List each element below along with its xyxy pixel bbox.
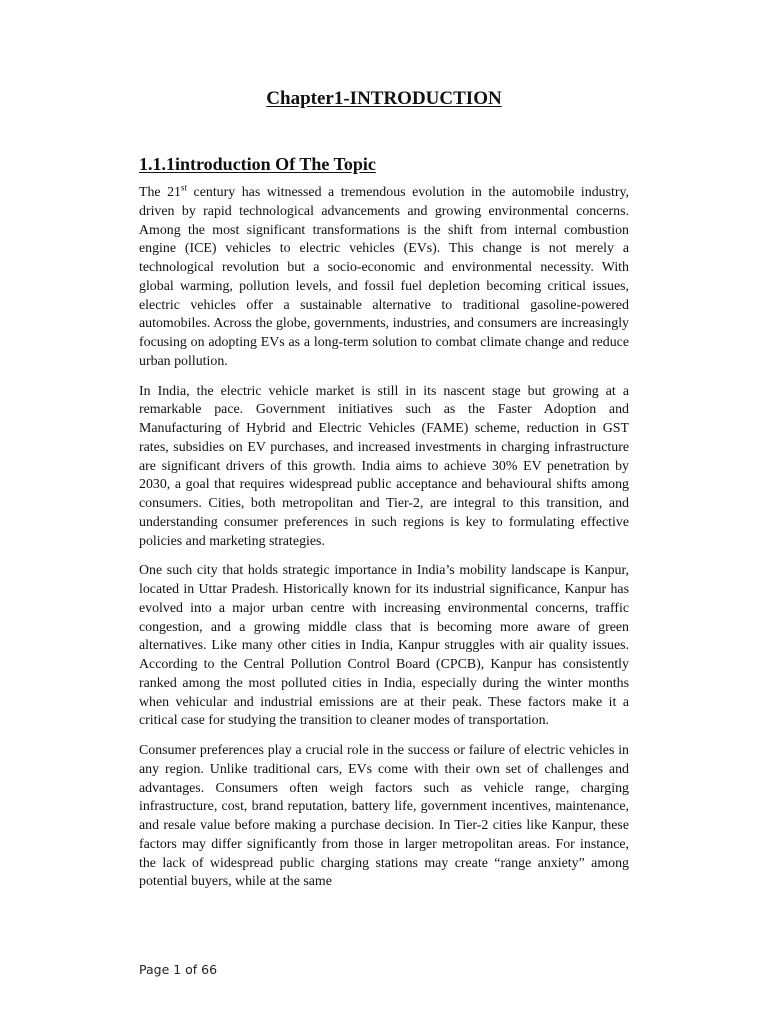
paragraph-3: One such city that holds strategic importance in India’s mobility landscape is Kanpur, located in Uttar Pradesh. Historically known for its industrial significance, Kanpur has evolved into a major urban centre with increasing environmental concerns, traffic congestion, and a growing middle class that is becoming more aware of green alternatives. Like many other cities in India, Kanpur struggles with air quality issues. According to the Central Pollution Control Board (CPCB), Kanpur has consistently ranked among the most polluted cities in India, especially during the winter months when vehicular and industrial emissions are at their peak. These factors make it a critical case for studying the transition to cleaner modes of transportation.: [139, 563, 629, 729]
paragraph-4: Consumer preferences play a crucial role in the success or failure of electric vehicles in any region. Unlike traditional cars, EVs come with their own set of challenges and advantages. Consumers often weigh factors such as vehicle range, charging infrastructure, cost, brand reputation, battery life, government incentives, maintenance, and resale value before making a purchase decision. In Tier-2 cities like Kanpur, these factors may differ significantly from those in larger metropolitan areas. For instance, the lack of widespread public charging stations may create “range anxiety” among potential buyers, while at the same: [139, 743, 629, 890]
body-text: [139, 184, 629, 903]
paragraph-1-start: The 21: [139, 185, 182, 200]
ordinal-superscript: st: [181, 182, 188, 193]
page-footer: Page 1 of 66: [139, 962, 218, 977]
paragraph-2: In India, the electric vehicle market is still in its nascent stage but growing at a remarkable pace. Government initiatives such as the Faster Adoption and Manufacturing of Hybrid and Electric Vehicles (FAME) scheme, reduction in GST rates, subsidies on EV purchases, and increased investments in charging infrastructure are significant drivers of this growth. India aims to achieve 30% EV penetration by 2030, a goal that requires widespread public acceptance and behavioural shifts among consumers. Cities, both metropolitan and Tier-2, are integral to this transition, and understanding consumer preferences in such regions is key to formulating effective policies and marketing strategies.: [139, 383, 629, 549]
section-heading: 1.1.1introduction Of The Topic: [139, 154, 376, 174]
chapter-title: [0, 86, 768, 112]
paragraph-1-rest: century has witnessed a tremendous evolution in the automobile industry, driven by rapid technological advancements and growing environmental concerns. Among the most significant transformations is the shift from internal combustion engine (ICE) vehicles to electric vehicles (EVs). This change is not merely a technological revolution but a socio-economic and environmental necessity. With global warming, pollution levels, and fossil fuel depletion becoming critical issues, electric vehicles offer a sustainable alternative to traditional gasoline-powered automobiles. Across the globe, governments, industries, and consumers are increasingly focusing on adopting EVs as a long-term solution to combat climate change and reduce urban pollution.: [139, 185, 629, 369]
paragraph-1: [139, 184, 629, 372]
chapter-title-text: Chapter1-INTRODUCTION: [266, 88, 502, 109]
